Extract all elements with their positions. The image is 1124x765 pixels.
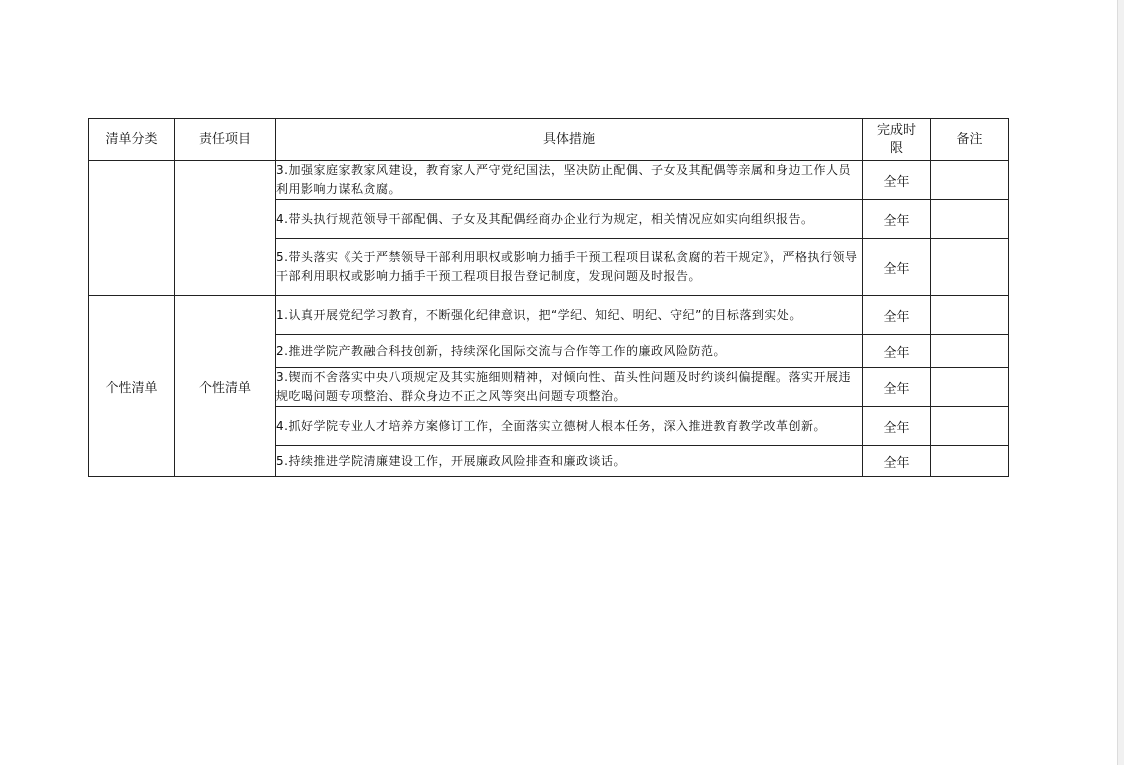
remarks-cell [931, 368, 1009, 407]
measure-cell: 5.带头落实《关于严禁领导干部利用职权或影响力插手干预工程项目谋私贪腐的若干规定》，严格执行领导干部利用职权或影响力插手干预工程项目报告登记制度，发现问题及时报告。 [276, 239, 863, 296]
measure-cell: 4.抓好学院专业人才培养方案修订工作，全面落实立德树人根本任务，深入推进教育教学改革创新。 [276, 407, 863, 446]
measure-cell: 5.持续推进学院清廉建设工作，开展廉政风险排查和廉政谈话。 [276, 446, 863, 477]
header-item: 责任项目 [175, 119, 276, 161]
table-row [89, 296, 1009, 335]
remarks-cell [931, 161, 1009, 200]
header-deadline: 完成时限 [863, 119, 931, 161]
remarks-cell [931, 407, 1009, 446]
deadline-cell: 全年 [863, 335, 931, 368]
responsibility-table [88, 118, 1009, 477]
deadline-cell: 全年 [863, 239, 931, 296]
deadline-cell: 全年 [863, 446, 931, 477]
item-cell-empty [175, 161, 276, 296]
scrollbar-track[interactable] [1117, 0, 1124, 765]
deadline-cell: 全年 [863, 200, 931, 239]
deadline-cell: 全年 [863, 296, 931, 335]
header-remarks: 备注 [931, 119, 1009, 161]
category-cell: 个性清单 [89, 296, 175, 477]
deadline-cell: 全年 [863, 161, 931, 200]
table-row [89, 161, 1009, 200]
measure-cell: 1.认真开展党纪学习教育，不断强化纪律意识，把“学纪、知纪、明纪、守纪”的目标落到实处。 [276, 296, 863, 335]
measure-cell: 3.加强家庭家教家风建设，教育家人严守党纪国法，坚决防止配偶、子女及其配偶等亲属和身边工作人员利用影响力谋私贪腐。 [276, 161, 863, 200]
measure-cell: 4.带头执行规范领导干部配偶、子女及其配偶经商办企业行为规定，相关情况应如实向组织报告。 [276, 200, 863, 239]
header-category: 清单分类 [89, 119, 175, 161]
remarks-cell [931, 239, 1009, 296]
deadline-cell: 全年 [863, 407, 931, 446]
remarks-cell [931, 296, 1009, 335]
item-cell: 个性清单 [175, 296, 276, 477]
measure-cell: 3.锲而不舍落实中央八项规定及其实施细则精神，对倾向性、苗头性问题及时约谈纠偏提醒。落实开展违规吃喝问题专项整治、群众身边不正之风等突出问题专项整治。 [276, 368, 863, 407]
remarks-cell [931, 446, 1009, 477]
deadline-cell: 全年 [863, 368, 931, 407]
header-measures: 具体措施 [276, 119, 863, 161]
table-header-row [89, 119, 1009, 161]
remarks-cell [931, 335, 1009, 368]
measure-cell: 2.推进学院产教融合科技创新，持续深化国际交流与合作等工作的廉政风险防范。 [276, 335, 863, 368]
remarks-cell [931, 200, 1009, 239]
category-cell-empty [89, 161, 175, 296]
